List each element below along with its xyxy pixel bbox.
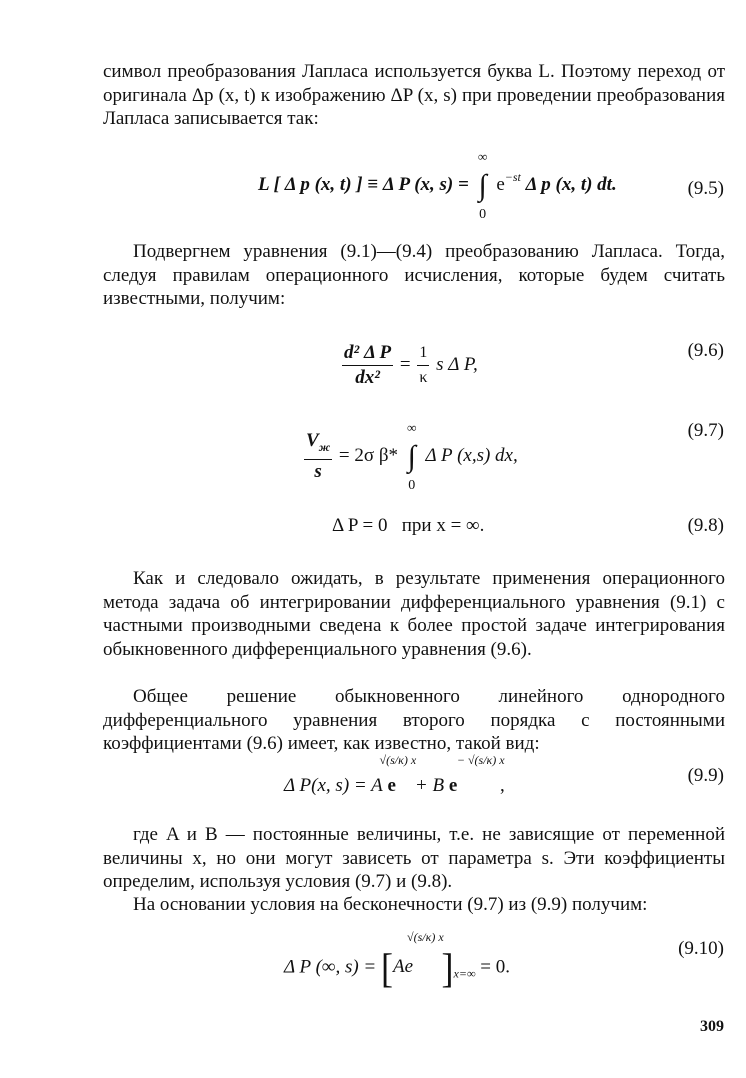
equation-number-9-5: (9.5) — [687, 178, 724, 199]
equation-number-9-9: (9.9) — [687, 765, 724, 786]
eq97-rhs: Δ P (x,s) dx, — [425, 444, 518, 466]
eq910-right-bracket: ] — [441, 945, 454, 991]
eq99-middle: + B — [414, 775, 445, 796]
eq97-middle: = 2σ β* — [338, 444, 398, 466]
eq910-left-bracket: [ — [381, 945, 393, 991]
eq97-integral-upper: ∞ — [407, 419, 417, 435]
eq96-coef-denominator: κ — [419, 369, 428, 386]
eq99-tail: , — [500, 775, 505, 796]
eq99-exponent-1: √(s/κ) x — [379, 753, 417, 767]
eq97-integral-sign: ∞ ∫ 0 — [405, 442, 419, 472]
eq98-rhs: при x = ∞. — [401, 515, 485, 536]
eq99-exp-base-2: e — [448, 775, 458, 796]
integral-upper-limit: ∞ — [477, 148, 488, 164]
equation-9-7 — [302, 419, 518, 493]
equation-number-9-10: (9.10) — [678, 938, 724, 959]
eq95-exp-base: e — [496, 174, 505, 195]
equation-9-9 — [284, 753, 505, 797]
eq95-lhs: L [ Δ p (x, t) ] ≡ Δ P (x, s) = — [258, 174, 469, 195]
eq99-exponent-2: − √(s/κ) x — [456, 753, 505, 767]
paragraph-infinity-condition: На основании условия на бесконечности (9.7) из (9.9) получим: — [133, 894, 648, 915]
eq910-exponent: √(s/κ) x — [407, 930, 444, 945]
equation-9-5 — [258, 148, 617, 222]
eq97-numerator-subscript: ж — [318, 440, 331, 454]
equation-9-10 — [284, 930, 510, 991]
eq99-exp-base-1: e — [387, 775, 396, 796]
eq99-exp-term-1 — [379, 753, 417, 797]
eq96-numerator: d² Δ P — [342, 342, 393, 366]
integral-sign: ∞ ∫ 0 — [476, 171, 490, 201]
eq97-integral-lower: 0 — [408, 477, 416, 493]
eq95-exponent: −st — [504, 170, 521, 184]
eq98-lhs: Δ P = 0 — [332, 515, 388, 536]
equation-9-8 — [332, 515, 484, 537]
eq97-numerator: $V_ж$ — [304, 430, 332, 460]
eq96-denominator: dx² — [355, 367, 380, 388]
paragraph-constants: где A и B — постоянные величины, т.е. не зависящие от переменной величины x, но они могут зависеть от параметра s. Эти коэффициенты определим, используя условия (9.7) и (9.8). — [103, 824, 725, 892]
eq96-rhs: s Δ P, — [436, 353, 478, 375]
paragraph-operational-method: Как и следовало ожидать, в результате применения операционного метода задача об интегрировании дифференциального уравнения (9.1) с частными производными сведена к более простой задаче интегрирования обыкновенного дифференциального уравнения (9.6). — [103, 568, 725, 660]
equation-number-9-7: (9.7) — [687, 420, 724, 441]
eq96-derivative-fraction — [342, 342, 393, 389]
eq99-exp-term-2 — [448, 753, 505, 797]
eq910-lhs: Δ P (∞, s) = — [284, 956, 377, 978]
page-number: 309 — [700, 1018, 724, 1035]
integral-lower-limit: 0 — [479, 206, 487, 222]
eq97-fraction — [304, 430, 332, 483]
eq910-subscript: x=∞ — [453, 966, 476, 981]
eq95-rest: Δ p (x, t) dt. — [525, 174, 617, 195]
eq96-coef-fraction — [417, 342, 429, 389]
paragraph-apply-laplace: Подвергнем уравнения (9.1)—(9.4) преобразованию Лапласа. Тогда, следуя правилам операционного исчисления, которые будем считать известными, получим: — [103, 241, 725, 309]
equation-number-9-8: (9.8) — [687, 515, 724, 536]
eq96-coef-numerator: 1 — [417, 342, 429, 366]
eq910-inner — [393, 930, 444, 978]
eq96-equals: = — [399, 353, 411, 375]
paragraph-laplace-intro: символ преобразования Лапласа используется буква L. Поэтому переход от оригинала Δp (x, t) к изображению ΔP (x, s) при проведении преобразования Лапласа записывается так: — [103, 61, 725, 129]
paragraph-general-solution: Общее решение обыкновенного линейного однородного дифференциального уравнения второго порядка с постоянными коэффициентами (9.6) имеет, как известно, такой вид: — [103, 686, 725, 754]
equation-9-6 — [340, 342, 478, 389]
eq97-denominator: s — [314, 461, 322, 482]
equation-number-9-6: (9.6) — [687, 340, 724, 361]
eq99-lhs: Δ P(x, s) = A — [284, 775, 383, 796]
eq910-rhs: = 0. — [480, 956, 510, 978]
eq910-inner-term: Ae — [393, 956, 414, 978]
